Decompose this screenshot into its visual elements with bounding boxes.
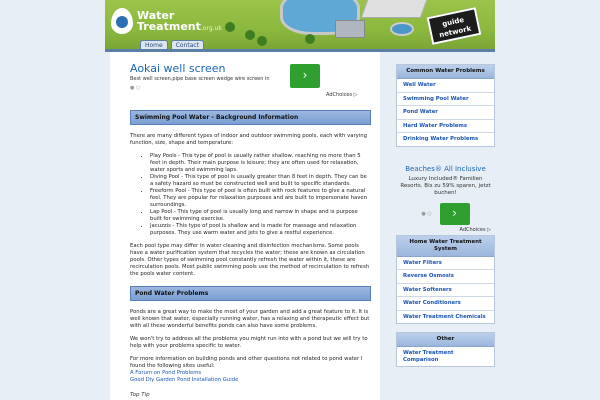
link-pond-forum[interactable]: A Forum on Pond Problems [130, 370, 202, 376]
sidebar-item-drinking-water-problems[interactable]: Drinking Water Problems [403, 136, 479, 142]
sidebar-item-water-conditioners[interactable]: Water Conditioners [397, 297, 494, 311]
sidebar [396, 52, 495, 400]
pond-paragraph-3: For more information on building ponds and other questions not related to pond water I found the following sites useful: [130, 356, 363, 369]
sidebar-item-reverse-osmosis[interactable]: Reverse Osmosis [397, 270, 494, 284]
pool-paragraph: Each pool type may differ in water cleaning and disinfection mechanisms. Some pools have a water purification system that recycles the water; these are known as circulation pools. Other types of swimming pool constantly refresh the water within it, these are recirculation pools. Most public swimming pools use the method of recirculation to refresh the pools water content. [130, 243, 370, 277]
adchoices-link[interactable]: AdChoices ▷ [326, 92, 358, 98]
top-tip-heading: Top Tip [130, 392, 150, 398]
list-item: • Lap Pool - This type of pool is usually long and narrow in shape and is purpose built for swimming exercise. [150, 209, 371, 223]
ad-subtitle: Best well screen,pipe base screen wedge wire screen in [130, 76, 270, 82]
side-ad-next-button[interactable]: › [440, 203, 470, 225]
water-drop-icon [111, 8, 133, 34]
logo-domain: .org.uk [200, 25, 222, 32]
tree-icon [225, 22, 235, 32]
site-logo[interactable] [111, 8, 222, 34]
sidebar-item-water-treatment-chemicals[interactable]: Water Treatment Chemicals [403, 313, 486, 320]
ad-title[interactable]: Aokai well screen [130, 62, 226, 75]
list-item: • Play Pools - This type of pool is usually rather shallow, reaching no more than 5 feet in depth. Their main purpose is leisure; they are often used for relaxation, water sports and swimming laps. [150, 153, 371, 174]
link-pond-installation-guide[interactable]: Good Diy Garden Pond Installation Guide [130, 377, 239, 383]
header-pond-illustration [390, 22, 414, 36]
nav-tab-contact[interactable]: Contact [171, 40, 204, 50]
tree-icon [305, 34, 315, 44]
side-ad-pagination-dots[interactable]: ● ○ [421, 210, 432, 217]
pond-paragraph-2: We won't try to address all the problems you might run into with a pond but we will try to help with your problems specific to water. [130, 336, 368, 349]
sidebar-box-title: Home Water Treatment System [397, 236, 494, 257]
sidebar-item-pond-water[interactable]: Pond Water [397, 106, 494, 120]
sidebar-advertisement[interactable] [396, 155, 495, 235]
sidebar-box-other [396, 332, 495, 367]
tree-icon [257, 36, 267, 46]
side-ad-title[interactable]: Beaches® All Inclusive [405, 164, 486, 173]
logo-title-line2: Treatment [137, 20, 201, 33]
main-content [110, 52, 380, 400]
header-tank-illustration [361, 0, 430, 18]
sidebar-item-water-filters[interactable]: Water Filters [397, 257, 494, 271]
pond-paragraph-1: Ponds are a great way to make the most of your garden and add a great feature to it. It is well known that water, especially running water, has a relaxing and therapeutic effect but with all these wonderful benefits ponds can also have some problems. [130, 309, 370, 329]
sidebar-item-water-softeners[interactable]: Water Softeners [397, 284, 494, 298]
badge-line2: network [438, 24, 472, 40]
pool-types-list [130, 153, 371, 237]
badge-line1: guide [441, 15, 465, 29]
sidebar-box-title: Common Water Problems [397, 65, 494, 79]
sidebar-box-common-problems [396, 64, 495, 147]
side-adchoices-link[interactable]: AdChoices ▷ [459, 226, 491, 233]
sidebar-item-hard-water-problems[interactable]: Hard Water Problems [397, 120, 494, 134]
top-advertisement[interactable] [130, 62, 372, 102]
sidebar-box-home-treatment [396, 235, 495, 325]
ad-next-button[interactable]: › [290, 64, 320, 88]
section-heading-swimming-pool: Swimming Pool Water - Background Information [130, 110, 371, 125]
section-heading-pond-water: Pond Water Problems [130, 286, 371, 301]
header-building-illustration [335, 20, 365, 38]
list-item: • Jacuzzis - This type of pool is shallow and is made for massage and relaxation purposes. They use warm water and jets to give a restful experience. [150, 223, 371, 237]
sidebar-item-water-treatment-comparison[interactable]: Water Treatment Comparison [403, 350, 454, 363]
nav-tab-home[interactable]: Home [140, 40, 168, 50]
list-item: • Diving Pool - This type of pool is usually greater than 8 feet in depth. They can be a safety hazard so must be constructed well and built to specific standards. [150, 174, 371, 188]
side-ad-text: Luxury Included® Familien Resorts. Bis zu 59% sparen, jetzt buchen! [400, 175, 491, 196]
sidebar-box-title: Other [397, 333, 494, 347]
list-item: • Freeform Pool - This type of pool is often built with rock features to give a natural feel. They are popular for relaxation purposes and are built to impersonate haven surroundings. [150, 188, 371, 209]
sidebar-item-swimming-pool-water[interactable]: Swimming Pool Water [397, 93, 494, 107]
sidebar-item-well-water[interactable]: Well Water [397, 79, 494, 93]
guide-network-badge[interactable] [427, 7, 482, 45]
ad-pagination-dots[interactable]: ● ○ [130, 85, 141, 91]
intro-paragraph: There are many different types of indoor and outdoor swimming pools, each with varying function, size, shape and temperature: [130, 133, 367, 146]
logo-title-line1: Water [137, 9, 175, 22]
tree-icon [245, 30, 255, 40]
